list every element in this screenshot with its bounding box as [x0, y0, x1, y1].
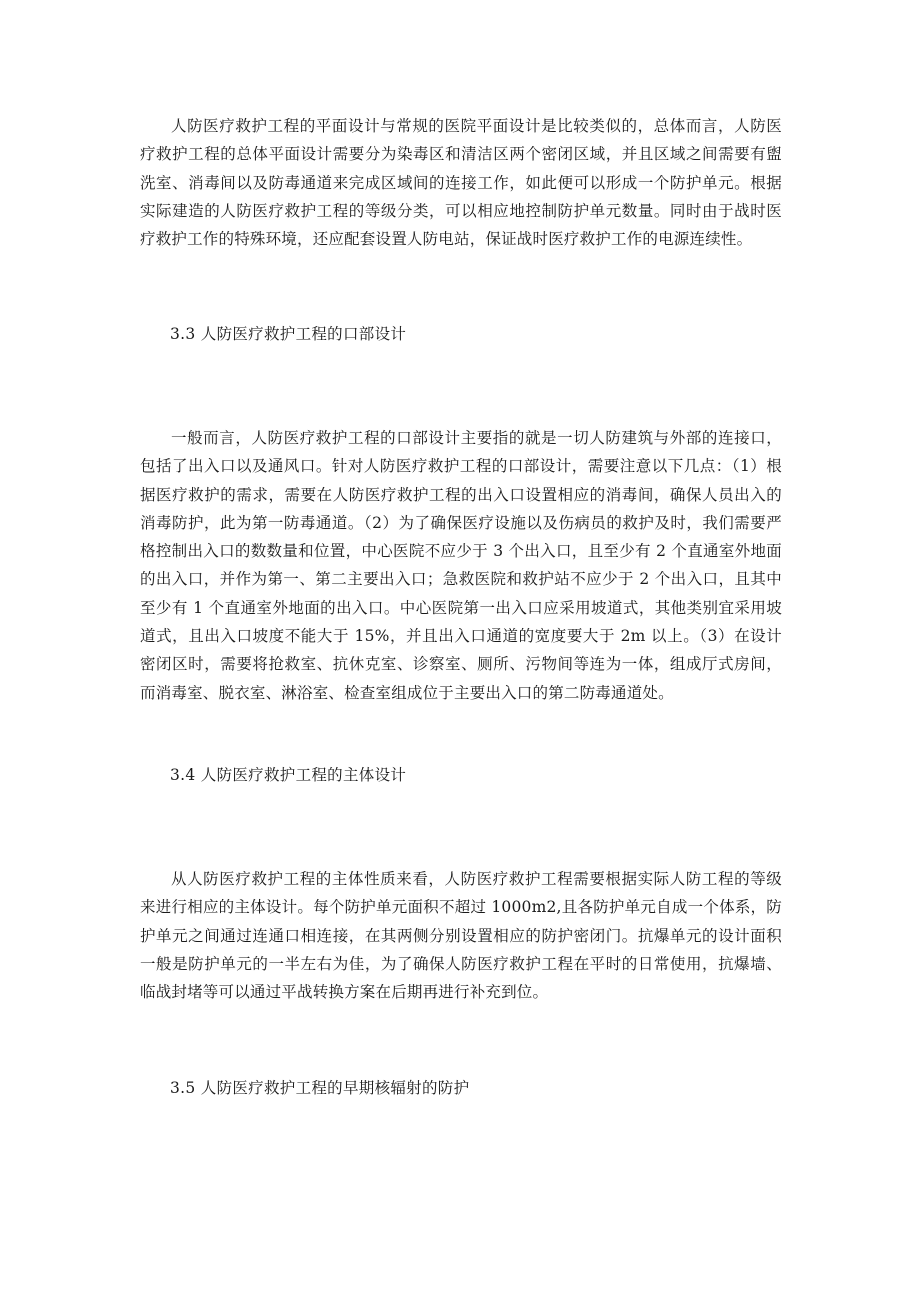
section-heading-3-3: 3.3 人防医疗救护工程的口部设计 — [170, 325, 407, 343]
paragraph-main-body-design: 从人防医疗救护工程的主体性质来看，人防医疗救护工程需要根据实际人防工程的等级来进行相应的主体设计。每个防护单元面积不超过 1000m2,且各防护单元自成一个体系，防护单元之间通过连通口相连接，在其两侧分别设置相应的防护密闭门。抗爆单元的设计面积一般是防护单元的一半左右为佳，为了确保人防医疗救护工程在平时的日常使用，抗爆墙、临战封堵等可以通过平战转换方案在后期再进行补充到位。 — [140, 870, 782, 1002]
section-heading-3-5: 3.5 人防医疗救护工程的早期核辐射的防护 — [170, 1079, 470, 1097]
paragraph-plan-design: 人防医疗救护工程的平面设计与常规的医院平面设计是比较类似的，总体而言，人防医疗救护工程的总体平面设计需要分为染毒区和清洁区两个密闭区域，并且区域之间需要有盥洗室、消毒间以及防毒通道来完成区域间的连接工作，如此便可以形成一个防护单元。根据实际建造的人防医疗救护工程的等级分类，可以相应地控制防护单元数量。同时由于战时医疗救护工作的特殊环境，还应配套设置人防电站，保证战时医疗救护工作的电源连续性。 — [140, 117, 782, 249]
paragraph-entrance-design: 一般而言，人防医疗救护工程的口部设计主要指的就是一切人防建筑与外部的连接口，包括了出入口以及通风口。针对人防医疗救护工程的口部设计，需要注意以下几点：（1）根据医疗救护的需求，需要在人防医疗救护工程的出入口设置相应的消毒间，确保人员出入的消毒防护，此为第一防毒通道。（2）为了确保医疗设施以及伤病员的救护及时，我们需要严格控制出入口的数数量和位置，中心医院不应少于 3 个出入口，且至少有 2 个直通室外地面的出入口，并作为第一、第二主要出入口；急救医院和救护站不应少于 2 个出入口，且其中至少有 1 个直通室外地面的出入口。中心医院第一出入口应采用坡道式，其他类别宜采用坡道式，且出入口坡度不能大于 15%，并且出入口通道的宽度要大于 2m 以上。（3）在设计密闭区时，需要将抢救室、抗休克室、诊察室、厕所、污物间等连为一体，组成厅式房间，而消毒室、脱衣室、淋浴室、检查室组成位于主要出入口的第二防毒通道处。 — [140, 429, 782, 702]
section-heading-3-4: 3.4 人防医疗救护工程的主体设计 — [170, 766, 407, 784]
